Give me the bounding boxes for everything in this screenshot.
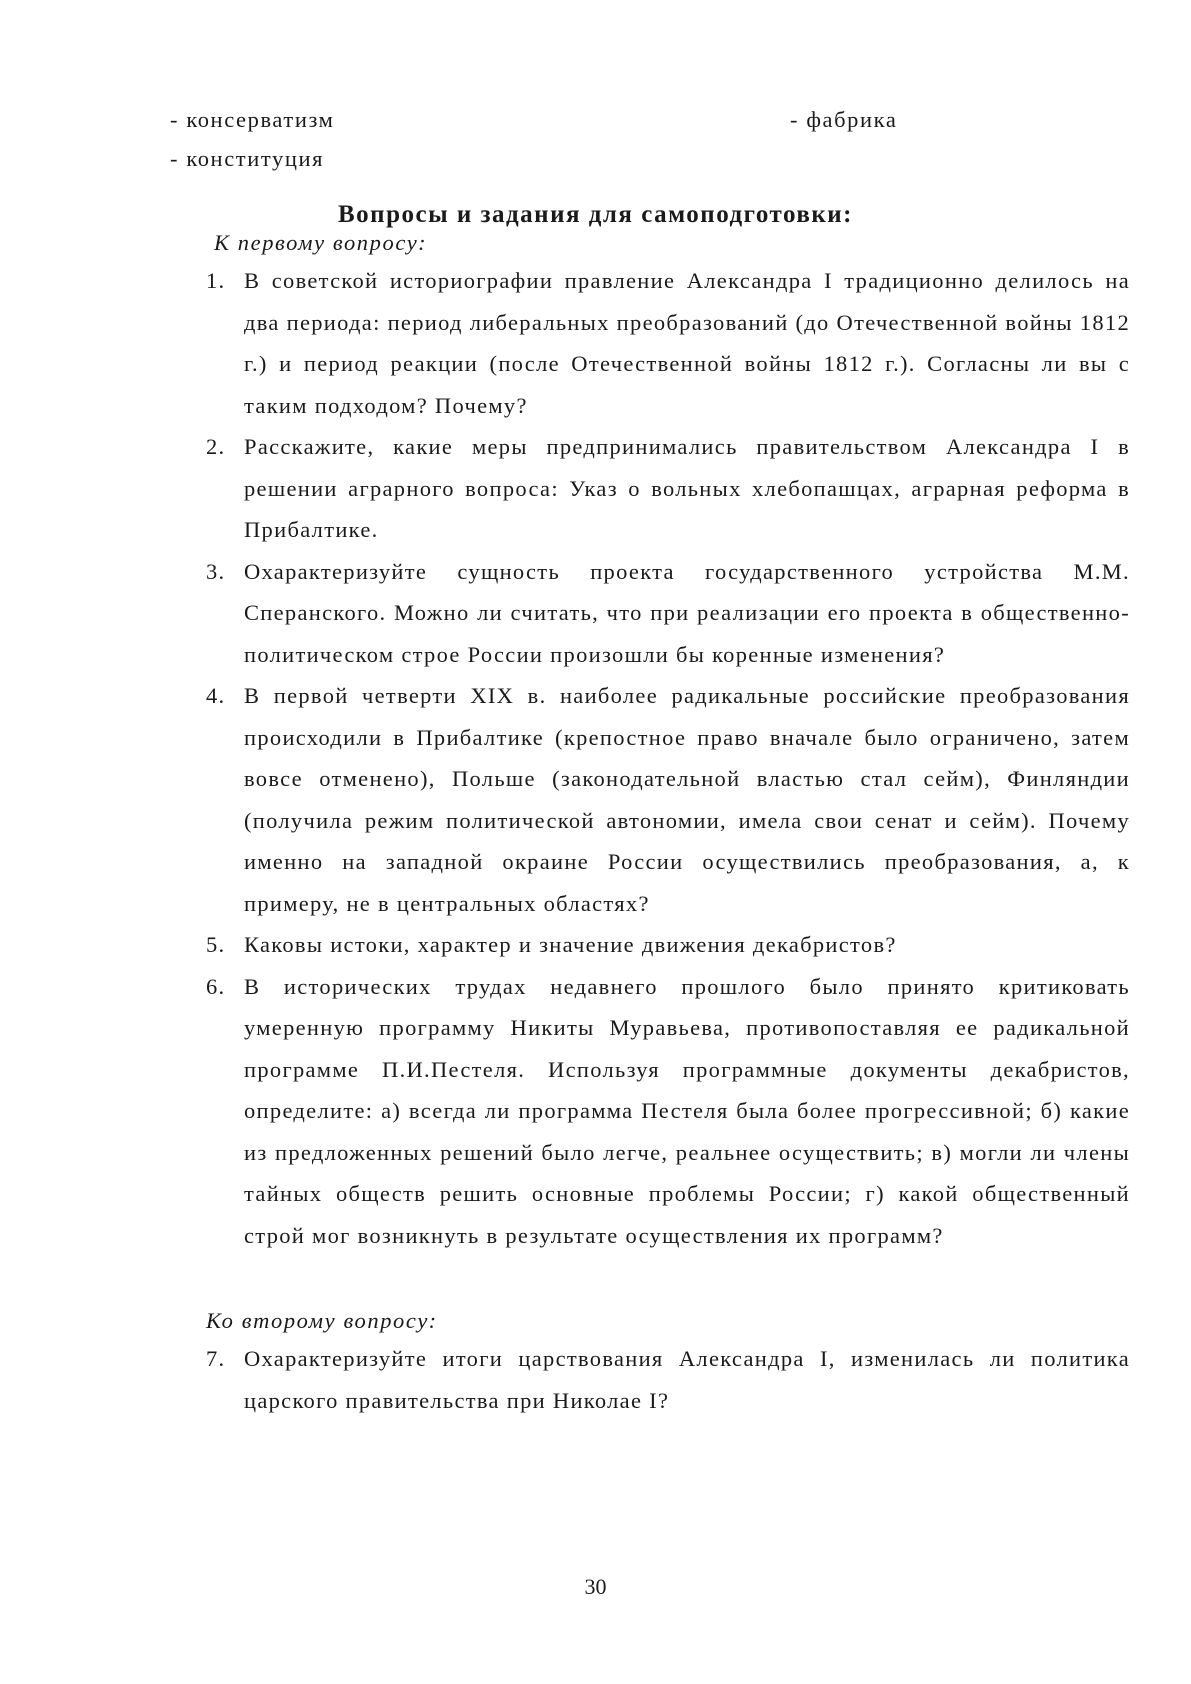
question-item xyxy=(206,551,1130,676)
question-item xyxy=(206,966,1130,1257)
term-item: - фабрика xyxy=(790,107,898,132)
question-text: Охарактеризуйте итоги царствования Александра I, изменилась ли политика царского правительства при Николае I? xyxy=(244,1346,1130,1413)
question-number: 4. xyxy=(206,683,226,708)
question-item xyxy=(206,426,1130,551)
subsection-title-1: К первому вопросу: xyxy=(214,230,428,255)
question-text: Расскажите, какие меры предпринимались правительством Александра I в решении аграрного вопроса: Указ о вольных хлебопашцах, аграрная реформа в Прибалтике. xyxy=(244,434,1130,542)
question-item xyxy=(206,260,1130,426)
question-item xyxy=(206,1338,1130,1421)
terms-row-2 xyxy=(170,138,1130,179)
question-list-2 xyxy=(206,1338,1130,1421)
question-number: 3. xyxy=(206,558,226,584)
question-number: 5. xyxy=(206,932,226,957)
question-list-1 xyxy=(206,260,1130,1256)
question-number: 1. xyxy=(206,268,226,293)
question-text: В первой четверти XIX в. наиболее радикальные российские преобразования происходили в Прибалтике (крепостное право вначале было ограничено, затем вовсе отменено), Польше (законодательной властью стал сейм), Финляндии (получила режим политической автономии, имела свои сенат и сейм). Почему именно на западной окраине России осуществились преобразования, а, к примеру, не в центральных областях? xyxy=(244,683,1130,916)
section-heading: Вопросы и задания для самоподготовки: xyxy=(337,201,854,228)
question-text: В исторических трудах недавнего прошлого было принято критиковать умеренную программу Никиты Муравьева, противопоставляя ее радикальной программе П.И.Пестеля. Используя программные документы декабристов, определите: а) всегда ли программа Пестеля была более прогрессивной; б) какие из предложенных решений было легче, реальнее осуществить; в) могли ли члены тайных обществ решить основные проблемы России; г) какой общественный строй мог возникнуть в результате осуществления их программ? xyxy=(244,973,1130,1248)
term-item: - конституция xyxy=(170,146,325,171)
question-number: 6. xyxy=(206,973,226,999)
terms-row-1 xyxy=(170,99,1130,140)
term-item: - консерватизм xyxy=(170,107,335,132)
question-text: В советской историографии правление Александра I традиционно делилось на два периода: период либеральных преобразований (до Отечественной войны 1812 г.) и период реакции (после Отечественной войны 1812 г.). Согласны ли вы с таким подходом? Почему? xyxy=(244,268,1130,418)
question-number: 7. xyxy=(206,1346,226,1371)
question-text: Охарактеризуйте сущность проекта государственного устройства М.М. Сперанского. Можно ли считать, что при реализации его проекта в общественно-политическом строе России произошли бы коренные изменения? xyxy=(244,558,1130,667)
question-number: 2. xyxy=(206,434,226,459)
question-item xyxy=(206,924,1130,966)
question-text: Каковы истоки, характер и значение движения декабристов? xyxy=(244,932,897,957)
question-item xyxy=(206,675,1130,924)
subsection-title-2: Ко второму вопросу: xyxy=(206,1308,438,1333)
page-number: 30 xyxy=(584,1574,607,1599)
